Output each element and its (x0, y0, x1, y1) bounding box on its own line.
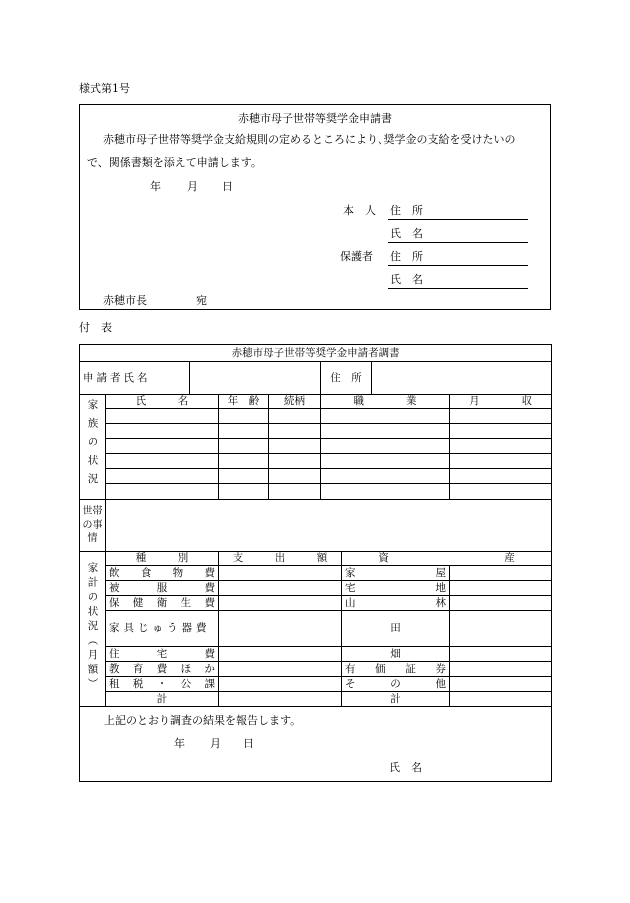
family-cell-occupation[interactable] (321, 424, 450, 439)
asset-label-land: 宅地 (342, 581, 450, 596)
family-cell-relation[interactable] (269, 454, 321, 469)
asset-label-total: 計 (342, 692, 450, 707)
asset-label-forest: 山林 (342, 596, 450, 611)
family-col-age: 年 齢 (219, 395, 269, 409)
expense-value-tax[interactable] (219, 677, 342, 692)
family-col-income: 月 収 (450, 395, 552, 409)
guardian-name-label: 氏 名 (390, 273, 423, 286)
asset-value-other[interactable] (450, 677, 552, 692)
budget-row (80, 647, 552, 662)
guardian-address-label: 住 所 (390, 250, 423, 263)
asset-value-land[interactable] (450, 581, 552, 596)
family-cell-age[interactable] (219, 424, 269, 439)
family-cell-age[interactable] (219, 409, 269, 424)
expense-label-health: 保健衛生費 (106, 596, 219, 611)
application-date-month: 月 (187, 180, 198, 193)
family-cell-income[interactable] (450, 424, 552, 439)
applicant-name-label: 氏 名 (390, 227, 423, 240)
applicant-address-field[interactable] (388, 219, 528, 220)
family-cell-occupation[interactable] (321, 454, 450, 469)
family-cell-occupation[interactable] (321, 484, 450, 500)
asset-label-upland: 畑 (342, 647, 450, 662)
budget-col-expense: 支 出 額 (219, 552, 342, 566)
survey-address-cell[interactable] (372, 362, 552, 395)
family-row (80, 409, 552, 424)
applicant-name-field[interactable] (388, 242, 528, 243)
family-row (80, 484, 552, 500)
expense-label-tax: 租税・公課 (106, 677, 219, 692)
budget-col-assets: 資 産 (342, 552, 552, 566)
expense-label-clothing: 被服費 (106, 581, 219, 596)
family-row (80, 454, 552, 469)
guardian-address-field[interactable] (388, 265, 528, 266)
family-col-occupation: 職 業 (321, 395, 450, 409)
asset-value-upland[interactable] (450, 647, 552, 662)
budget-total-row (80, 692, 552, 707)
budget-row (80, 677, 552, 692)
household-info-cell[interactable] (106, 500, 552, 552)
budget-section-label: 家計の状況（月額） (80, 552, 106, 707)
application-date-day: 日 (222, 180, 233, 193)
asset-label-field: 田 (342, 611, 450, 647)
survey-address-label: 住 所 (321, 362, 372, 395)
expense-value-clothing[interactable] (219, 581, 342, 596)
family-cell-age[interactable] (219, 469, 269, 484)
family-row (80, 439, 552, 454)
report-cell (80, 707, 552, 782)
family-cell-name[interactable] (106, 439, 219, 454)
family-cell-income[interactable] (450, 454, 552, 469)
family-cell-occupation[interactable] (321, 439, 450, 454)
applicant-address-label: 住 所 (390, 204, 423, 217)
budget-row (80, 596, 552, 611)
expense-value-total[interactable] (219, 692, 342, 707)
report-name-label: 氏 名 (389, 761, 422, 774)
survey-title: 赤穂市母子世帯等奨学金申請者調書 (80, 345, 552, 362)
household-info-label: 世帯の事情 (80, 500, 106, 552)
family-col-relation: 続柄 (269, 395, 321, 409)
family-row (80, 424, 552, 439)
expense-value-health[interactable] (219, 596, 342, 611)
application-title: 赤穂市母子世帯等奨学金申請書 (238, 112, 392, 125)
applicant-name-label: 申請者氏名 (80, 362, 190, 395)
expense-label-furniture: 家具じゅう器費 (106, 611, 219, 647)
family-cell-income[interactable] (450, 409, 552, 424)
family-cell-name[interactable] (106, 424, 219, 439)
expense-label-food: 飲食物費 (106, 566, 219, 581)
asset-value-house[interactable] (450, 566, 552, 581)
report-date-day: 日 (243, 737, 254, 750)
family-cell-age[interactable] (219, 454, 269, 469)
family-cell-income[interactable] (450, 439, 552, 454)
guardian-name-field[interactable] (388, 288, 528, 289)
guardian-label: 保護者 (340, 250, 373, 263)
application-body-line2: で、関係書類を添えて申請します。 (87, 156, 262, 169)
family-cell-income[interactable] (450, 484, 552, 500)
family-cell-relation[interactable] (269, 439, 321, 454)
family-row (80, 469, 552, 484)
family-cell-name[interactable] (106, 484, 219, 500)
attachment-label: 付 表 (79, 321, 112, 334)
asset-label-securities: 有価証券 (342, 662, 450, 677)
budget-row (80, 566, 552, 581)
report-date-year: 年 (174, 737, 185, 750)
family-cell-relation[interactable] (269, 409, 321, 424)
expense-label-housing: 住宅費 (106, 647, 219, 662)
applicant-label: 本 人 (343, 204, 376, 217)
budget-col-type: 種 別 (106, 552, 219, 566)
form-number: 様式第1号 (79, 82, 130, 95)
budget-row (80, 611, 552, 647)
budget-row (80, 662, 552, 677)
family-col-name: 氏 名 (106, 395, 219, 409)
report-date-month: 月 (210, 737, 221, 750)
asset-value-securities[interactable] (450, 662, 552, 677)
family-section-label: 家族の状況 (80, 395, 106, 500)
asset-value-forest[interactable] (450, 596, 552, 611)
budget-row (80, 581, 552, 596)
family-cell-relation[interactable] (269, 424, 321, 439)
asset-value-total[interactable] (450, 692, 552, 707)
asset-label-house: 家屋 (342, 566, 450, 581)
family-cell-occupation[interactable] (321, 469, 450, 484)
asset-value-field[interactable] (450, 611, 552, 647)
family-cell-income[interactable] (450, 469, 552, 484)
addressee: 赤穂市長 (103, 294, 147, 307)
family-cell-age[interactable] (219, 439, 269, 454)
family-cell-relation[interactable] (269, 469, 321, 484)
family-cell-name[interactable] (106, 454, 219, 469)
application-body-line1: 赤穂市母子世帯等奨学金支給規則の定めるところにより､奨学金の支給を受けたいの (103, 133, 516, 146)
expense-value-furniture[interactable] (219, 611, 342, 647)
report-text: 上記のとおり調査の結果を報告します。 (104, 714, 302, 727)
application-date-year: 年 (150, 180, 161, 193)
family-cell-relation[interactable] (269, 484, 321, 500)
expense-value-food[interactable] (219, 566, 342, 581)
family-cell-name[interactable] (106, 469, 219, 484)
asset-label-other: その他 (342, 677, 450, 692)
survey-table (79, 344, 552, 782)
family-cell-age[interactable] (219, 484, 269, 500)
honorific: 宛 (196, 294, 207, 307)
family-cell-occupation[interactable] (321, 409, 450, 424)
expense-value-housing[interactable] (219, 647, 342, 662)
applicant-name-cell[interactable] (190, 362, 321, 395)
expense-value-education[interactable] (219, 662, 342, 677)
expense-label-education: 教育費ほか (106, 662, 219, 677)
family-cell-name[interactable] (106, 409, 219, 424)
expense-label-total: 計 (106, 692, 219, 707)
